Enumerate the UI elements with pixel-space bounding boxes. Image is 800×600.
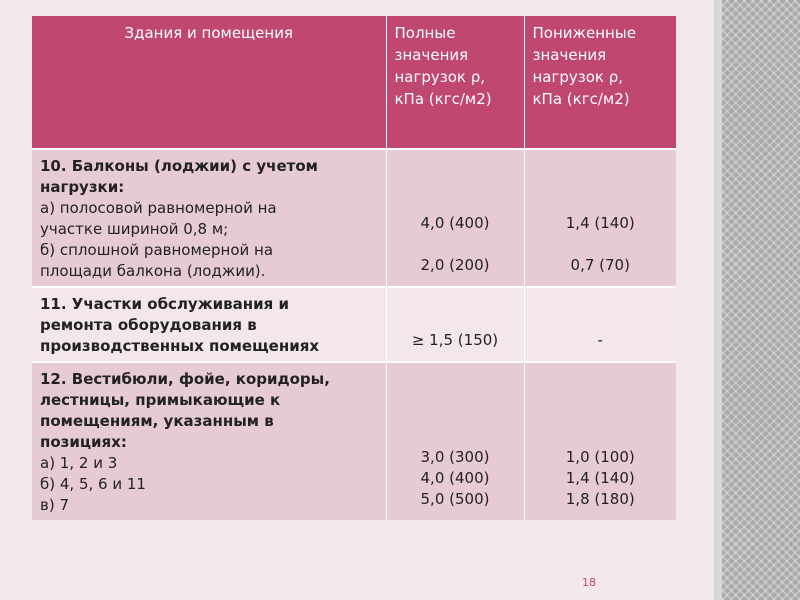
loads-table bbox=[32, 16, 676, 520]
table-header-row bbox=[32, 16, 676, 149]
row-12-description: 12. Вестибюли, фойе, коридоры, лестницы, примыкающие к помещениям, указанным в позициях: а) 1, 2 и 3 б) 4, 5, 6 и 11 в) 7 bbox=[32, 362, 386, 520]
row-10-description: 10. Балконы (лоджии) с учетом нагрузки: а) полосовой равномерной на участке шириной 0,8 м; б) сплошной равномерной на площади балкона (лоджии). bbox=[32, 149, 386, 287]
row-11-description: 11. Участки обслуживания и ремонта оборудования в производственных помещениях bbox=[32, 287, 386, 362]
row-10-reduced: 1,4 (140) 0,7 (70) bbox=[524, 149, 676, 287]
table-row bbox=[32, 149, 676, 287]
row-11-full: ≥ 1,5 (150) bbox=[386, 287, 524, 362]
row-10-full: 4,0 (400) 2,0 (200) bbox=[386, 149, 524, 287]
table-row bbox=[32, 287, 676, 362]
header-full-values: Полные значения нагрузок ρ, кПа (кгс/м2) bbox=[386, 16, 524, 149]
table-row bbox=[32, 362, 676, 520]
header-buildings: Здания и помещения bbox=[32, 16, 386, 149]
decorative-side-strip bbox=[714, 0, 800, 600]
row-11-reduced: - bbox=[524, 287, 676, 362]
row-12-reduced: 1,0 (100) 1,4 (140) 1,8 (180) bbox=[524, 362, 676, 520]
row-12-full: 3,0 (300) 4,0 (400) 5,0 (500) bbox=[386, 362, 524, 520]
page-number: 18 bbox=[582, 576, 596, 589]
header-reduced-values: Пониженные значения нагрузок ρ, кПа (кгс/м2) bbox=[524, 16, 676, 149]
